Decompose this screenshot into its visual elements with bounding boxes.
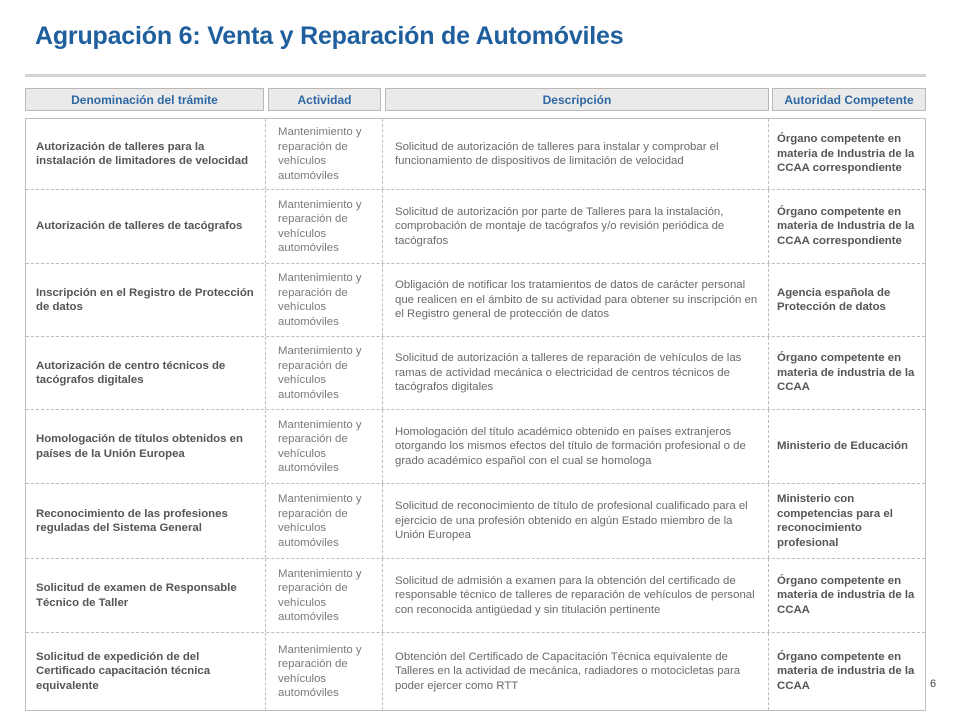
cell-autoridad: Ministerio de Educación	[777, 440, 909, 453]
cell-autoridad: Agencia española de Protección de datos	[777, 286, 891, 313]
table-row	[26, 119, 925, 190]
header-autoridad: Autoridad Competente	[772, 88, 926, 111]
cell-descripcion: Solicitud de reconocimiento de título de profesional cualificado para el ejercicio de una profesión obtenido en algún Estado miembro de la Unión Europea	[383, 484, 769, 558]
cell-actividad: Mantenimiento y reparación de vehículos automóviles	[266, 484, 383, 558]
cell-actividad: Mantenimiento y reparación de vehículos automóviles	[266, 559, 383, 632]
table-row	[26, 264, 925, 337]
cell-autoridad: Órgano competente en materia de industria de la CCAA	[777, 574, 915, 616]
cell-tramite: Homologación de títulos obtenidos en países de la Unión Europea	[26, 410, 266, 483]
procedures-table	[25, 118, 926, 711]
cell-descripcion: Obtención del Certificado de Capacitación Técnica equivalente de Talleres en la actividad de mecánica, radiadores o motocicletas para poder ejercer como RTT	[383, 633, 769, 710]
cell-descripcion: Solicitud de admisión a examen para la obtención del certificado de responsable técnico de talleres de reparación de vehículos de personal con reconocida antigüedad y sin titulación pertinente	[383, 559, 769, 632]
cell-tramite: Reconocimiento de las profesiones reguladas del Sistema General	[26, 484, 266, 558]
cell-tramite: Solicitud de expedición de del Certificado capacitación técnica equivalente	[26, 633, 266, 710]
cell-tramite: Inscripción en el Registro de Protección de datos	[26, 264, 266, 336]
cell-tramite: Solicitud de examen de Responsable Técnico de Taller	[26, 559, 266, 632]
header-descripcion: Descripción	[385, 88, 769, 111]
cell-actividad: Mantenimiento y reparación de vehículos automóviles	[266, 337, 383, 409]
table-row	[26, 190, 925, 264]
cell-descripcion: Obligación de notificar los tratamientos de datos de carácter personal que realicen en el ámbito de su actividad para obtener su inscripción en el Registro general de protección de datos	[383, 264, 769, 336]
cell-descripcion: Solicitud de autorización de talleres para instalar y comprobar el funcionamiento de dispositivos de limitación de velocidad	[383, 119, 769, 189]
cell-autoridad: Órgano competente en materia de industria de la CCAA	[777, 650, 915, 692]
cell-descripcion: Homologación del título académico obtenido en países extranjeros otorgando los mismos efectos del título de formación profesional o de grado académico español con el cual se homologa	[383, 410, 769, 483]
cell-actividad: Mantenimiento y reparación de vehículos automóviles	[266, 633, 383, 710]
table-row	[26, 410, 925, 484]
title-divider	[25, 74, 926, 77]
page-number: 6	[930, 678, 937, 690]
table-row	[26, 337, 925, 410]
cell-actividad: Mantenimiento y reparación de vehículos automóviles	[266, 264, 383, 336]
cell-descripcion: Solicitud de autorización por parte de Talleres para la instalación, comprobación de montaje de tacógrafos y/o revisión periódica de tacógrafos	[383, 190, 769, 263]
table-row	[26, 633, 925, 710]
header-denominacion: Denominación del trámite	[25, 88, 264, 111]
cell-descripcion: Solicitud de autorización a talleres de reparación de vehículos de las ramas de actividad mecánica o electricidad de centros técnicos de tacógrafos digitales	[383, 337, 769, 409]
page-title: Agrupación 6: Venta y Reparación de Automóviles	[35, 22, 624, 50]
table-row	[26, 484, 925, 559]
cell-autoridad: Ministerio con competencias para el reconocimiento profesional	[777, 493, 893, 549]
table-row	[26, 559, 925, 633]
cell-tramite: Autorización de talleres para la instalación de limitadores de velocidad	[26, 119, 266, 189]
header-actividad: Actividad	[268, 88, 381, 111]
cell-autoridad: Órgano competente en materia de Industria de la CCAA correspondiente	[777, 205, 915, 247]
cell-actividad: Mantenimiento y reparación de vehículos automóviles	[266, 119, 383, 189]
cell-actividad: Mantenimiento y reparación de vehículos automóviles	[266, 410, 383, 483]
cell-tramite: Autorización de talleres de tacógrafos	[26, 190, 266, 263]
cell-autoridad: Órgano competente en materia de industria de la CCAA	[777, 352, 915, 394]
cell-autoridad: Órgano competente en materia de Industria de la CCAA correspondiente	[777, 133, 915, 175]
cell-actividad: Mantenimiento y reparación de vehículos automóviles	[266, 190, 383, 263]
cell-tramite: Autorización de centro técnicos de tacógrafos digitales	[26, 337, 266, 409]
